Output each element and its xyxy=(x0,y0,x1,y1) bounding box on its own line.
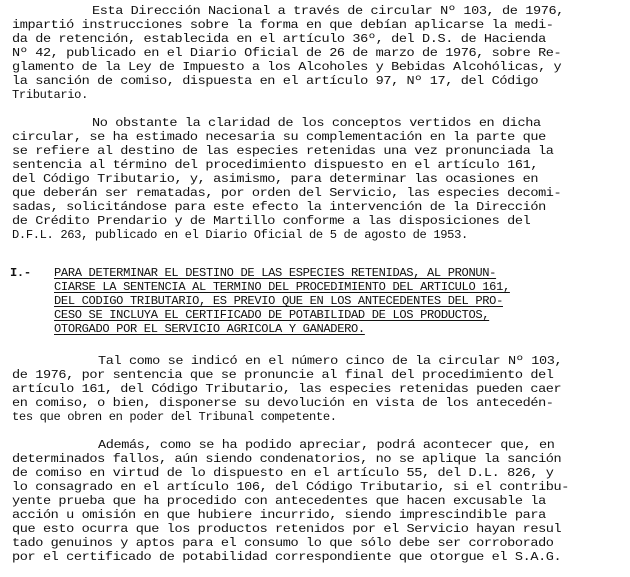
underlined-text-line: OTORGADO POR EL SERVICIO AGRICOLA Y GANADERO. xyxy=(54,322,365,336)
text-line: Además, como se ha podido apreciar, podrá acontecer que, en xyxy=(98,438,555,452)
text-line: Esta Dirección Nacional a través de circular Nº 103, de 1976, xyxy=(92,4,564,18)
text-line: D.F.L. 263, publicado en el Diario Oficial de 5 de agosto de 1953. xyxy=(12,228,468,242)
text-line: que esto ocurra que los productos retenidos por el Servicio hayan resul xyxy=(12,522,562,536)
text-line: yente prueba que ha procedido con antecedentes que hacen excusable la xyxy=(12,494,546,508)
text-line: Tal como se indicó en el número cinco de la circular Nº 103, xyxy=(98,354,563,368)
text-line: sadas, solicitándose para este efecto la intervención de la Dirección xyxy=(12,200,546,214)
underlined-text-line: DEL CODIGO TRIBUTARIO, ES PREVIO QUE EN LOS ANTECEDENTES DEL PRO- xyxy=(54,294,503,308)
underlined-text-line: CIARSE LA SENTENCIA AL TERMINO DEL PROCEDIMIENTO DEL ARTICULO 161, xyxy=(54,280,510,294)
text-line: de Crédito Prendario y de Martillo conforme a las disposiciones del xyxy=(12,214,531,228)
text-line: la sanción de comiso, dispuesta en el artículo 97, Nº 17, del Código xyxy=(12,74,539,88)
text-line: Nº 42, publicado en el Diario Oficial de 26 de marzo de 1976, sobre Re- xyxy=(12,46,562,60)
text-line: de comiso en virtud de lo dispuesto en el artículo 55, del D.L. 826, y xyxy=(12,466,554,480)
text-line: por el certificado de potabilidad correspondiente que otorgue el S.A.G. xyxy=(12,550,562,564)
text-line: del Código Tributario, y, asimismo, para determinar las ocasiones en xyxy=(12,172,539,186)
text-line: tes que obren en poder del Tribunal competente. xyxy=(12,410,337,424)
text-line: en comiso, o bien, disponerse su devolución en vista de los antecedén- xyxy=(12,396,554,410)
text-line: impartió instrucciones sobre la forma en que debían aplicarse la medi- xyxy=(12,18,554,32)
text-line: glamento de la Ley de Impuesto a los Alcoholes y Bebidas Alcohólicas, y xyxy=(12,60,562,74)
text-line: acción u omisión en que hubiere incurrido, siendo imprescindible para xyxy=(12,508,546,522)
text-line: lo consagrado en el artículo 106, del Código Tributario, si el contribu- xyxy=(12,480,570,494)
text-line: tado genuinos y aptos para el consumo lo que sólo debe ser corroborado xyxy=(12,536,554,550)
text-line: No obstante la claridad de los conceptos vertidos en dicha xyxy=(92,116,541,130)
text-line: que deberán ser rematadas, por orden del Servicio, las especies decomi- xyxy=(12,186,562,200)
section-number: I.- xyxy=(10,266,31,280)
text-line: determinados fallos, aún siendo condenatorios, no se aplique la sanción xyxy=(12,452,562,466)
underlined-text-line: CESO SE INCLUYA EL CERTIFICADO DE POTABILIDAD DE LOS PRODUCTOS, xyxy=(54,308,490,322)
text-line: artículo 161, del Código Tributario, las especies retenidas pueden caer xyxy=(12,382,562,396)
text-line: se refiere al destino de las especies retenidas una vez pronunciada la xyxy=(12,144,554,158)
text-line: sentencia al término del procedimiento dispuesto en el artículo 161, xyxy=(12,158,539,172)
text-line: de 1976, por sentencia que se pronuncie al final del procedimiento del xyxy=(12,368,554,382)
text-line: Tributario. xyxy=(12,88,88,102)
text-line: circular, se ha estimado necesaria su complementación en la parte que xyxy=(12,130,546,144)
underlined-text-line: PARA DETERMINAR EL DESTINO DE LAS ESPECIES RETENIDAS, AL PRONUN- xyxy=(54,266,497,280)
text-line: da de retención, establecida en el artículo 36º, del D.S. de Hacienda xyxy=(12,32,546,46)
